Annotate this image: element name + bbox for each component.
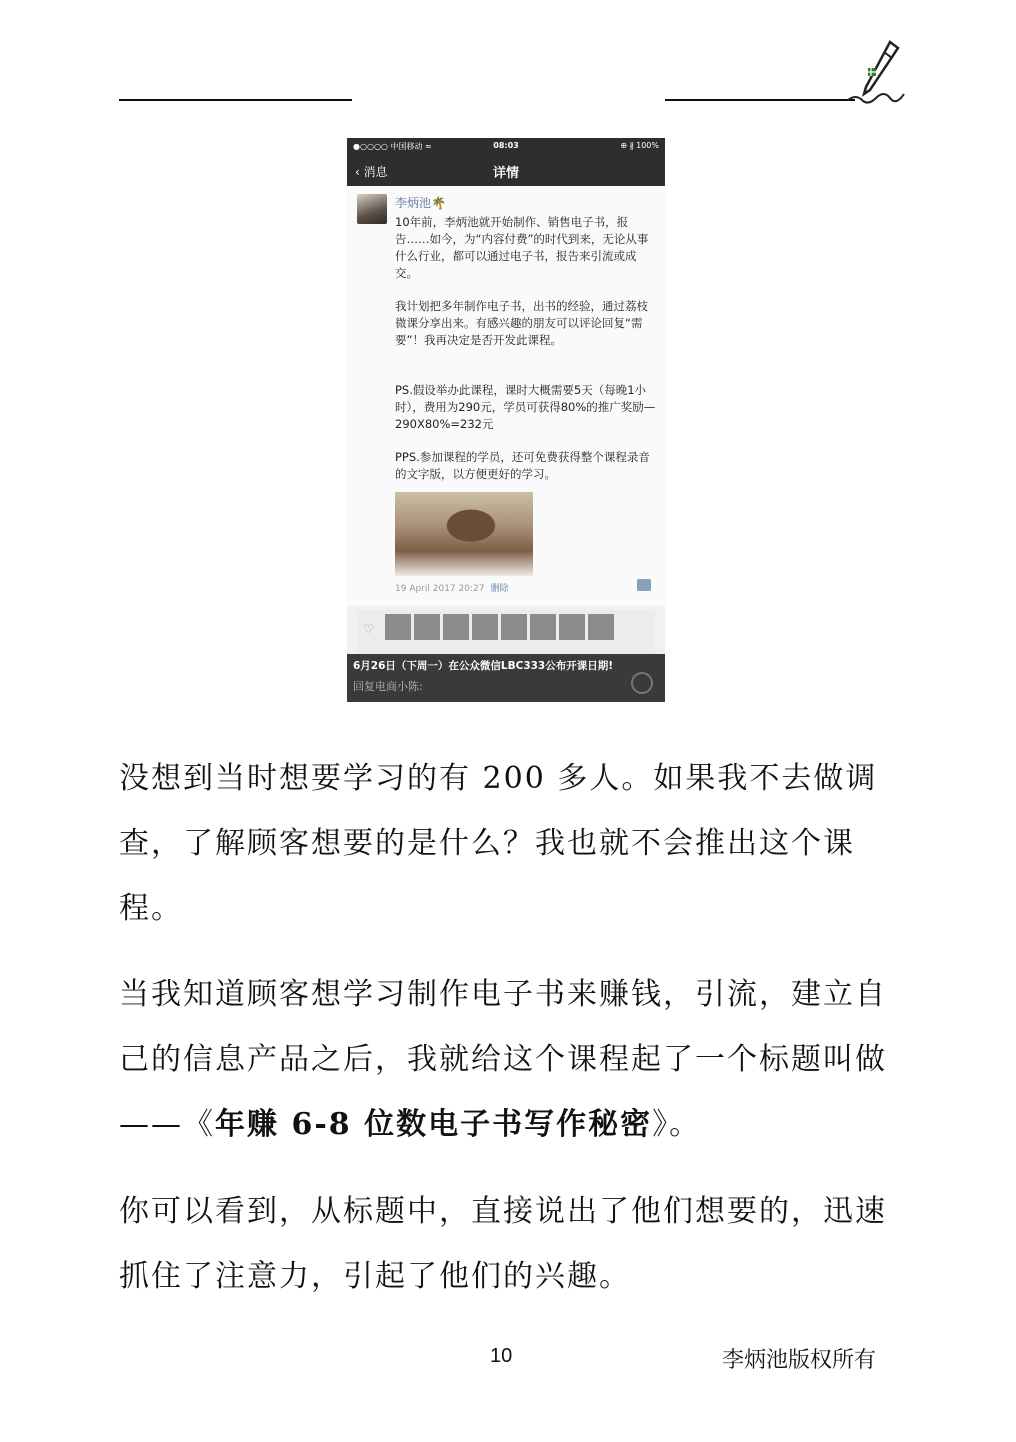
palm-tree-icon: 🌴	[431, 196, 446, 210]
author-text: 李炳池	[395, 196, 432, 210]
pen-nib-icon	[840, 38, 912, 110]
post-photo[interactable]	[395, 492, 533, 576]
liker-avatar[interactable]	[443, 614, 469, 640]
liker-avatar[interactable]	[559, 614, 585, 640]
post-paragraph: 10年前，李炳池就开始制作、销售电子书，报告……如今，为“内容付费”的时代到来，无论从事什么行业，都可以通过电子书，报告来引流或成交。	[395, 215, 649, 280]
header-rule-left	[119, 99, 352, 101]
nav-title: 详情	[492, 166, 519, 181]
liker-avatar[interactable]	[530, 614, 556, 640]
author-name[interactable]	[395, 194, 446, 211]
comment-icon[interactable]	[637, 579, 651, 591]
banner-message: 6月26日（下周一）在公众微信LBC333公布开课日期!	[353, 660, 614, 672]
liker-avatar[interactable]	[588, 614, 614, 640]
body-paragraph-1: 没想到当时想要学习的有 200 多人。如果我不去做调查，了解顾客想要的是什么？我也就不会推出这个课程。	[119, 761, 878, 926]
body-paragraph-3: 你可以看到，从标题中，直接说出了他们想要的，迅速抓住了注意力，引起了他们的兴趣。	[119, 1194, 887, 1294]
reply-input[interactable]: 回复电商小陈:	[353, 680, 423, 693]
back-label: 消息	[363, 165, 388, 179]
book-title: 年赚 6-8 位数电子书写作秘密	[215, 1107, 653, 1142]
emoji-icon[interactable]	[631, 672, 653, 694]
liker-avatar[interactable]	[501, 614, 527, 640]
body-text: 》。	[652, 1107, 702, 1142]
avatar[interactable]	[357, 194, 387, 224]
carrier-label: ●○○○○ 中国移动 ≈	[353, 142, 432, 151]
post-paragraph: 我计划把多年制作电子书，出书的经验，通过荔枝微课分享出来。有感兴趣的朋友可以评论回复“需要”！我再决定是否开发此课程。	[395, 299, 648, 347]
liker-avatar[interactable]	[472, 614, 498, 640]
likes-panel	[357, 610, 655, 660]
battery-indicator: ⊕ ∦ 100%	[620, 141, 659, 150]
header-rule-right	[665, 99, 855, 101]
liker-avatar[interactable]	[414, 614, 440, 640]
post-meta	[395, 581, 508, 594]
copyright-notice: 李炳池版权所有	[722, 1348, 877, 1373]
post-paragraph: PS.假设举办此课程，课时大概需要5天（每晚1小时），费用为290元，学员可获得80%的推广奖励—290X80%=232元	[395, 383, 656, 431]
post-paragraph: PPS.参加课程的学员，还可免费获得整个课程录音的文字版，以方便更好的学习。	[395, 450, 650, 481]
back-button[interactable]: ‹ 消息	[355, 165, 388, 179]
wechat-screenshot	[347, 138, 665, 702]
moment-post	[347, 186, 665, 606]
body-text: 当我知道顾客想学习制作电子书来赚钱，引流，建立自己的信息产品之后，我就给这个课程起了一个标题叫做——《	[119, 977, 887, 1142]
page-number: 10	[490, 1345, 513, 1367]
clock: 08:03	[493, 141, 519, 150]
liker-avatars	[385, 614, 617, 644]
post-timestamp: 19 April 2017 20:27	[395, 584, 485, 594]
body-paragraph-2	[119, 962, 899, 1157]
heart-icon: ♡	[363, 622, 374, 636]
notice-banner	[347, 654, 665, 702]
status-bar	[347, 138, 665, 156]
delete-link[interactable]: 删除	[490, 584, 509, 594]
liker-avatar[interactable]	[385, 614, 411, 640]
nav-bar	[347, 156, 665, 186]
